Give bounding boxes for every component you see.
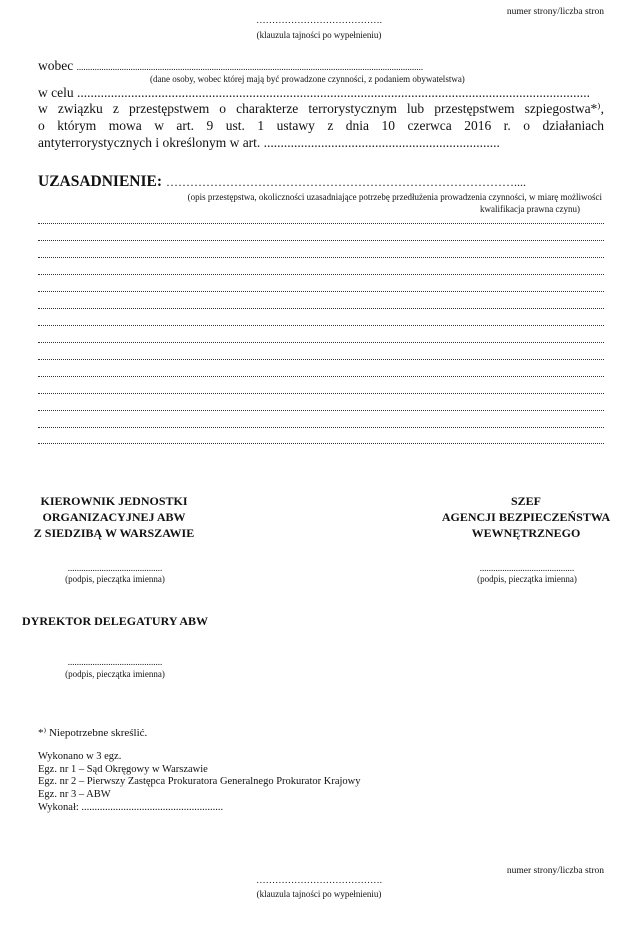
justification-line[interactable] — [38, 374, 604, 377]
justification-line[interactable] — [38, 255, 604, 258]
justification-line[interactable] — [38, 323, 604, 326]
signature-left-line2: ORGANIZACYJNEJ ABW — [42, 510, 186, 524]
justification-line[interactable] — [38, 289, 604, 292]
delegatura-title: DYREKTOR DELEGATURY ABW — [22, 614, 209, 628]
justification-hint-1: (opis przestępstwa, okoliczności uzasadniające potrzebę przedłużenia prowadzenia czynności, w miarę możliwości — [187, 192, 602, 202]
copies-list — [38, 751, 360, 815]
justification-line[interactable] — [38, 238, 604, 241]
justification-line[interactable] — [38, 272, 604, 275]
footnote: *⁾ Niepotrzebne skreślić. — [38, 727, 148, 739]
page-number-label: numer strony/liczba stron — [506, 7, 604, 17]
justification-line[interactable] — [38, 357, 604, 360]
wobec-hint: (dane osoby, wobec której mają być prowadzone czynności, z podaniem obywatelstwa) — [150, 74, 465, 84]
justification-line[interactable] — [38, 441, 604, 444]
wobec-label: wobec — [38, 58, 74, 73]
classification-label: (klauzula tajności po wypełnieniu) — [256, 30, 382, 40]
signature-left-line1: KIEROWNIK JEDNOSTKI — [40, 494, 188, 508]
subject-line-2: o którym mowa w art. 9 ust. 1 ustawy z dnia 10 czerwca 2016 r. o działaniach — [38, 118, 604, 133]
signature-right-hint: (podpis, pieczątka imienna) — [477, 574, 577, 584]
wobec-field[interactable]: .......................................................................................................................................................... — [76, 62, 424, 72]
w-celu-field[interactable]: w celu ........................................................................................................................................................ — [38, 85, 590, 100]
justification-line[interactable] — [38, 340, 604, 343]
wobec-row — [38, 58, 423, 74]
signature-right-line3: WEWNĘTRZNEGO — [471, 526, 581, 540]
footer-classification-label: (klauzula tajności po wypełnieniu) — [256, 889, 382, 899]
justification-line[interactable] — [38, 306, 604, 309]
justification-line[interactable] — [38, 221, 604, 224]
signature-left-field[interactable]: .......................................... — [67, 563, 163, 573]
subject-line-1: w związku z przestępstwem o charakterze terrorystycznym lub przestępstwem szpiegostwa*⁾, — [38, 101, 604, 116]
justification-line[interactable] — [38, 391, 604, 394]
subject-line-3[interactable]: antyterrorystycznych i określonym w art. ...................................................................... — [38, 135, 500, 150]
justification-hint-2: kwalifikacja prawna czynu) — [480, 204, 580, 214]
copies-executed[interactable]: Wykonał: ...................................................... — [38, 801, 224, 813]
justification-title-field[interactable]: …………………………………………………………………………….... — [166, 175, 527, 189]
delegatura-hint: (podpis, pieczątka imienna) — [65, 669, 165, 679]
copies-made: Wykonano w 3 egz. — [38, 751, 122, 762]
justification-line[interactable] — [38, 408, 604, 411]
justification-title: UZASADNIENIE: — [38, 173, 163, 190]
copies-item-2: Egz. nr 2 – Pierwszy Zastępca Prokuratora Generalnego Prokurator Krajowy — [38, 776, 361, 788]
signature-right-title — [430, 493, 622, 541]
signature-right-line2: AGENCJI BEZPIECZEŃSTWA — [441, 510, 611, 524]
signature-right-line1: SZEF — [510, 494, 541, 508]
classification-dots[interactable]: …………………………………. — [256, 16, 382, 26]
footer-classification-dots[interactable]: …………………………………. — [256, 876, 382, 886]
signature-left-line3: Z SIEDZIBĄ W WARSZAWIE — [33, 526, 195, 540]
copies-item-3: Egz. nr 3 – ABW — [38, 789, 111, 801]
copies-item-1: Egz. nr 1 – Sąd Okręgowy w Warszawie — [38, 763, 208, 775]
justification-line[interactable] — [38, 425, 604, 428]
signature-left-hint: (podpis, pieczątka imienna) — [65, 574, 165, 584]
footer-page-number-label: numer strony/liczba stron — [506, 866, 604, 876]
signature-left-title — [14, 493, 214, 541]
delegatura-field[interactable]: .......................................... — [67, 657, 163, 667]
justification-heading-row — [38, 173, 526, 191]
signature-right-field[interactable]: .......................................... — [479, 563, 575, 573]
